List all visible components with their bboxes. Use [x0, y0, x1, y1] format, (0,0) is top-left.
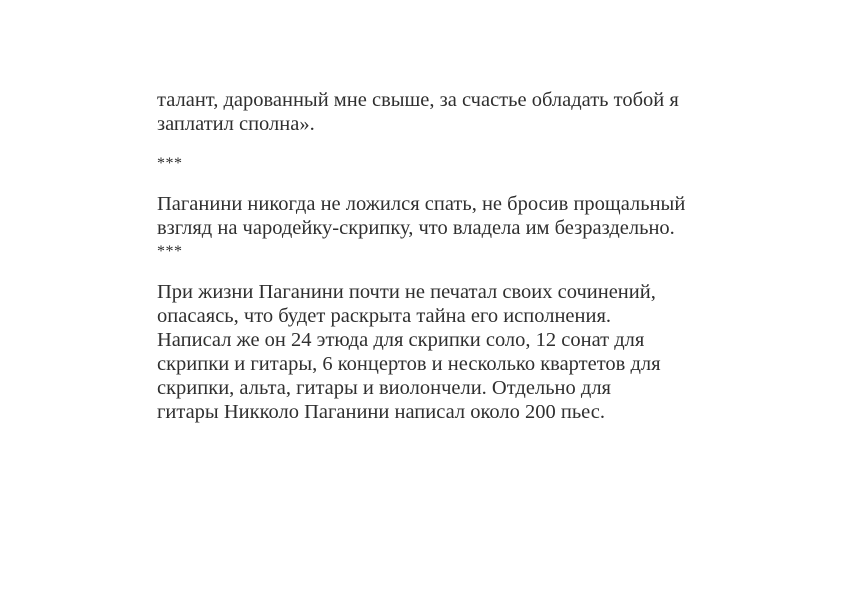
text-line: талант, дарованный мне свыше, за счастье обладать тобой я [157, 89, 679, 111]
text-line: Паганини никогда не ложился спать, не бросив прощальный [157, 193, 686, 215]
text-line: скрипки, альта, гитары и виолончели. Отдельно для [157, 377, 611, 399]
paragraph-compositions [157, 280, 757, 424]
text-line: заплатил сполна». [157, 113, 315, 135]
paragraph-quote-ending [157, 88, 757, 136]
text-line: опасаясь, что будет раскрыта тайна его исполнения. [157, 305, 612, 327]
text-line: При жизни Паганини почти не печатал своих сочинений, [157, 281, 656, 303]
text-line: Написал же он 24 этюда для скрипки соло, 12 сонат для [157, 329, 645, 351]
section-separator: *** [157, 155, 183, 172]
text-line: гитары Никколо Паганини написал около 200 пьес. [157, 401, 605, 423]
text-line: взгляд на чародейку-скрипку, что владела им безраздельно. [157, 217, 675, 239]
text-line: скрипки и гитары, 6 концертов и несколько квартетов для [157, 353, 661, 375]
document-body [157, 88, 757, 424]
section-separator: *** [157, 243, 183, 260]
paragraph-farewell-glance [157, 192, 757, 240]
